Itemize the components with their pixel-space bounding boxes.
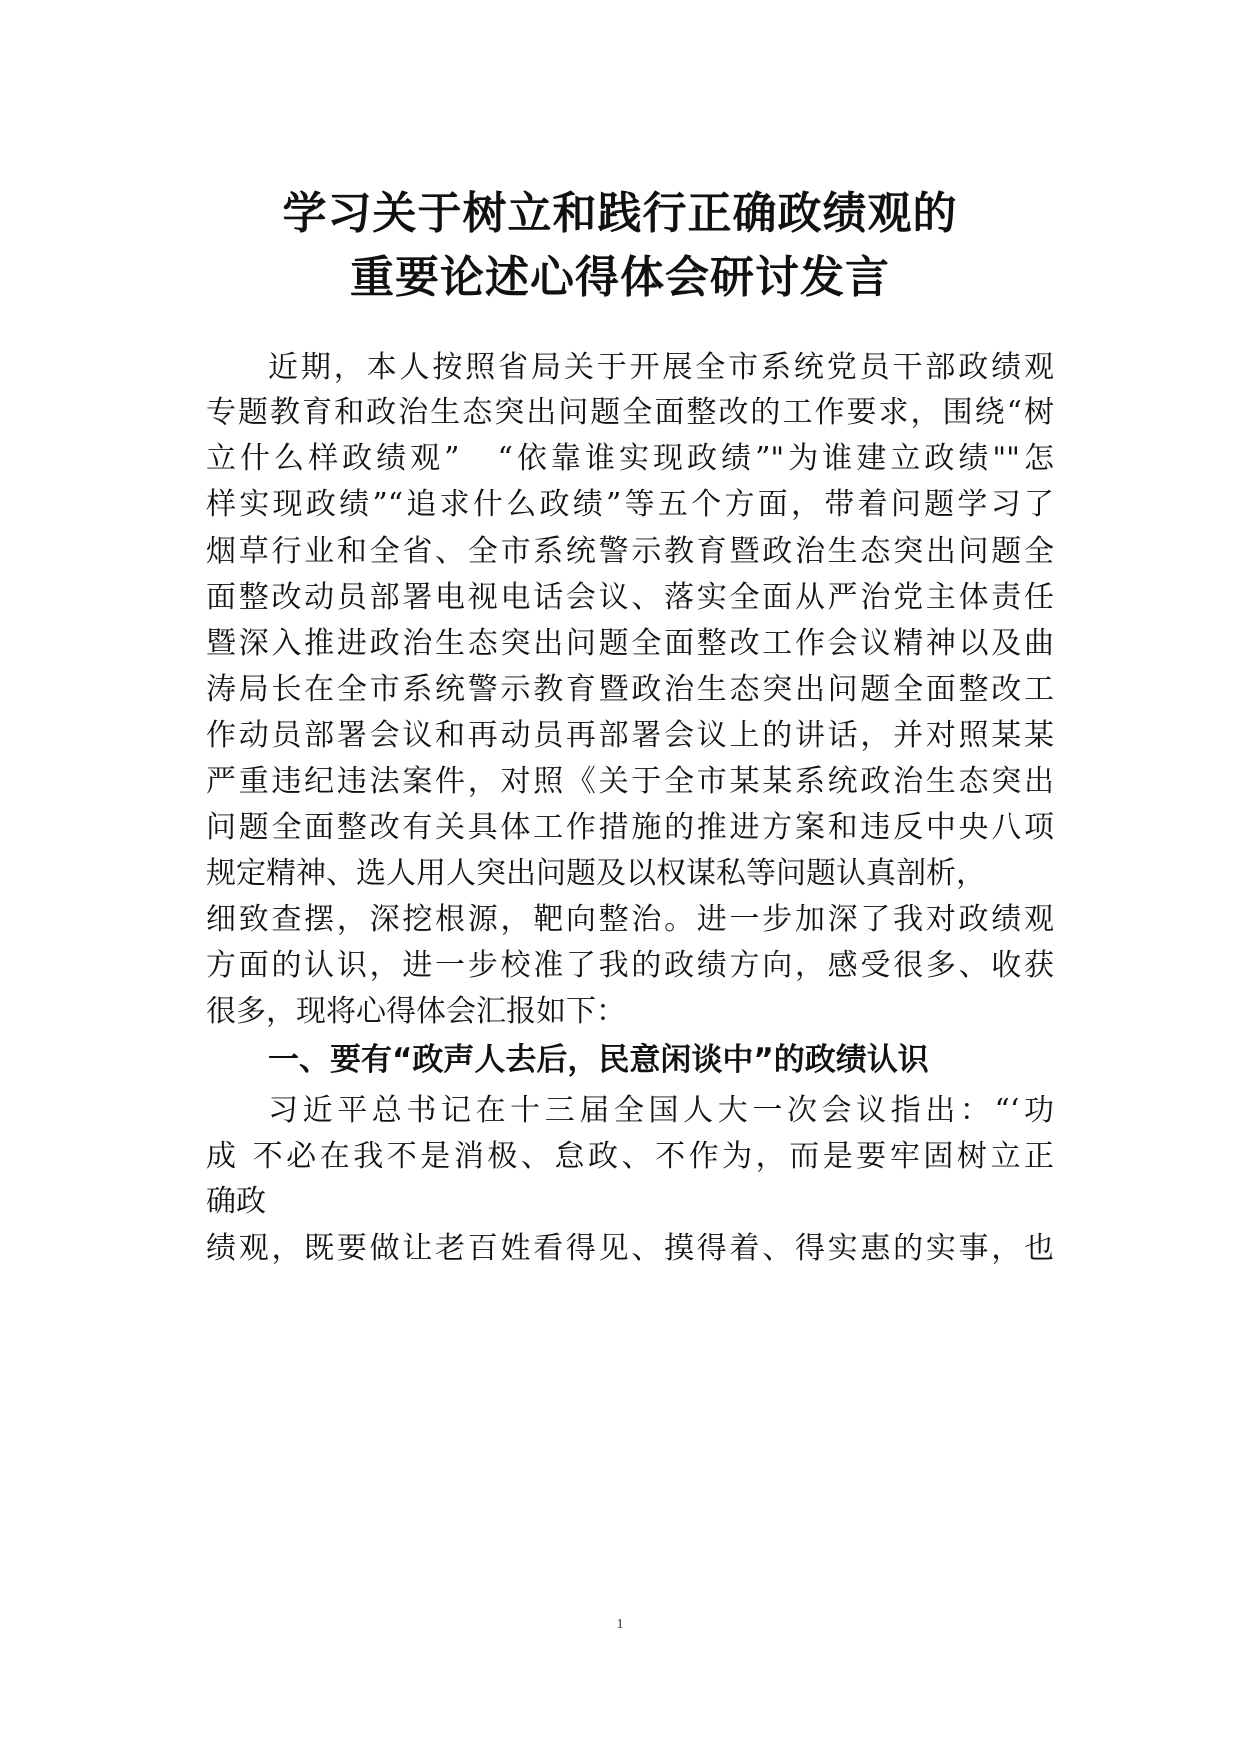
paragraph-line: 问题全面整改有关具体工作措施的推进方案和违反中央八项 (206, 810, 1054, 845)
paragraph-line: 严重违纪违法案件，对照《关于全市某某系统政治生态突出 (206, 764, 1054, 799)
page-number: 1 (616, 1617, 624, 1632)
document-title-line-1: 学习关于树立和践行正确政绩观的 (282, 188, 958, 239)
paragraph-line: 烟草行业和全省、全市系统警示教育暨政治生态突出问题全 (206, 534, 1054, 569)
paragraph-line: 很多，现将心得体会汇报如下： (206, 994, 626, 1029)
paragraph-line: 绩观，既要做让老百姓看得见、摸得着、得实惠的实事，也 (206, 1231, 1054, 1266)
paragraph-line: 方面的认识，进一步校准了我的政绩方向，感受很多、收获 (206, 948, 1054, 983)
paragraph-line: 涛局长在全市系统警示教育暨政治生态突出问题全面整改工 (206, 672, 1054, 707)
paragraph-line: 作动员部署会议和再动员再部署会议上的讲话，并对照某某 (206, 718, 1054, 753)
paragraph-line: 近期，本人按照省局关于开展全市系统党员干部政绩观 (268, 350, 1054, 385)
paragraph-line: 专题教育和政治生态突出问题全面整改的工作要求，围绕“树 (206, 395, 1054, 430)
paragraph-line: 面整改动员部署电视电话会议、落实全面从严治党主体责任 (206, 580, 1054, 615)
document-title-line-2: 重要论述心得体会研讨发言 (350, 252, 890, 303)
paragraph-line: 成 不必在我不是消极、怠政、不作为，而是要牢固树立正 (206, 1139, 1054, 1174)
paragraph-line: 细致查摆，深挖根源，靶向整治。进一步加深了我对政绩观 (206, 902, 1054, 937)
paragraph-line: 立什么样政绩观” “依靠谁实现政绩”"为谁建立政绩""怎 (206, 441, 1054, 476)
paragraph-line: 确政 (206, 1184, 266, 1219)
paragraph-line: 样实现政绩”“追求什么政绩”等五个方面，带着问题学习了 (206, 487, 1054, 522)
paragraph-line: 暨深入推进政治生态突出问题全面整改工作会议精神以及曲 (206, 626, 1054, 661)
section-heading: 一、要有“政声人去后，民意闲谈中”的政绩认识 (268, 1042, 929, 1078)
paragraph-line: 规定精神、选人用人突出问题及以权谋私等问题认真剖析， (206, 856, 986, 891)
paragraph-line: 习近平总书记在十三届全国人大一次会议指出：“‘功 (268, 1093, 1054, 1128)
